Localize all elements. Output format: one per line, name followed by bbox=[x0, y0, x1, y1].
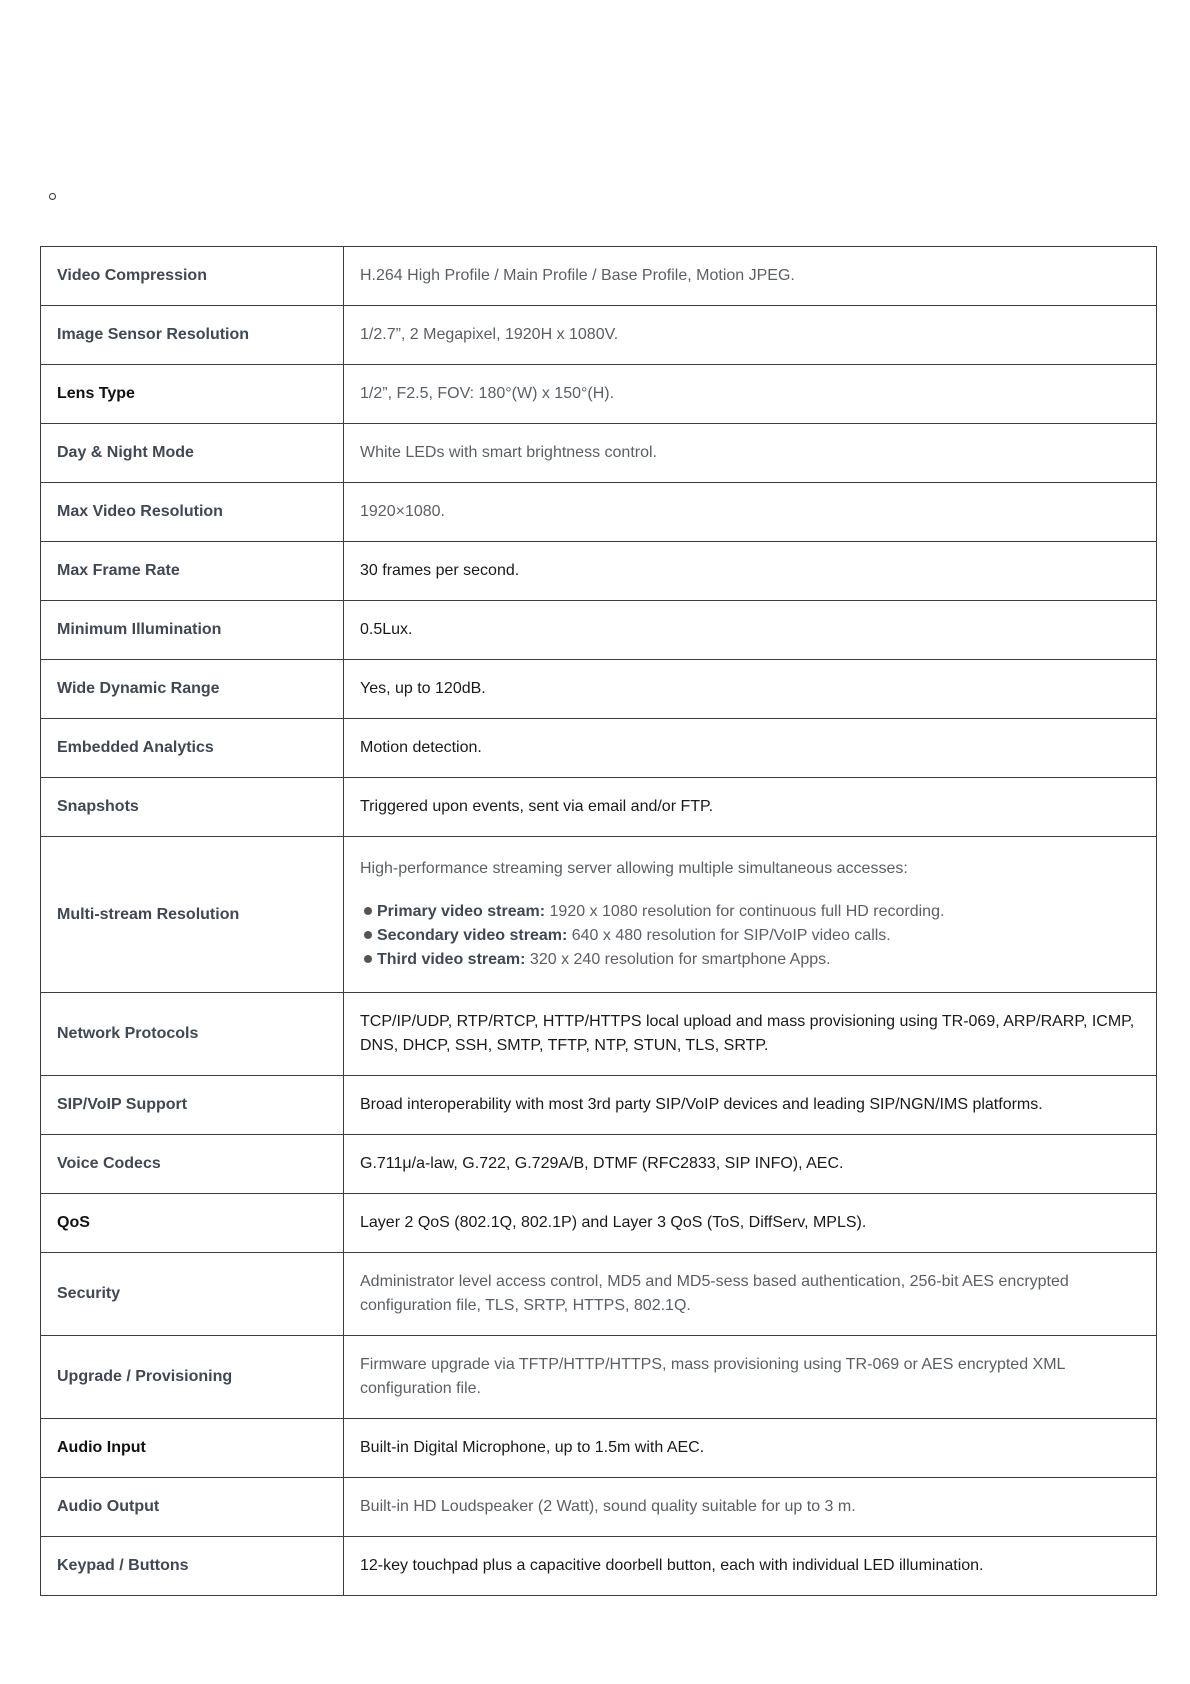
spec-value: Built-in Digital Microphone, up to 1.5m with AEC. bbox=[344, 1419, 1157, 1478]
spec-value: TCP/IP/UDP, RTP/RTCP, HTTP/HTTPS local upload and mass provisioning using TR-069, ARP/RARP, ICMP, DNS, DHCP, SSH, SMTP, TFTP, NTP, STUN, TLS, SRTP. bbox=[344, 993, 1157, 1076]
spec-label: SIP/VoIP Support bbox=[41, 1076, 344, 1135]
spec-label: Snapshots bbox=[41, 778, 344, 837]
spec-value: White LEDs with smart brightness control. bbox=[344, 424, 1157, 483]
table-row bbox=[41, 1135, 1157, 1194]
spec-label: Multi-stream Resolution bbox=[41, 837, 344, 993]
table-row bbox=[41, 660, 1157, 719]
table-row bbox=[41, 247, 1157, 306]
spec-label: Max Video Resolution bbox=[41, 483, 344, 542]
spec-label: Image Sensor Resolution bbox=[41, 306, 344, 365]
spec-value: Firmware upgrade via TFTP/HTTP/HTTPS, mass provisioning using TR-069 or AES encrypted XML configuration file. bbox=[344, 1336, 1157, 1419]
spec-label: Network Protocols bbox=[41, 993, 344, 1076]
table-row bbox=[41, 837, 1157, 993]
spec-value: 30 frames per second. bbox=[344, 542, 1157, 601]
spec-value: 1/2”, F2.5, FOV: 180°(W) x 150°(H). bbox=[344, 365, 1157, 424]
table-row bbox=[41, 365, 1157, 424]
table-row bbox=[41, 306, 1157, 365]
list-bullet-marker bbox=[49, 193, 56, 200]
table-row bbox=[41, 1076, 1157, 1135]
stream-desc: 640 x 480 resolution for SIP/VoIP video calls. bbox=[567, 927, 891, 944]
spec-value: 1920×1080. bbox=[344, 483, 1157, 542]
bullet-icon bbox=[364, 931, 372, 939]
spec-label: Day & Night Mode bbox=[41, 424, 344, 483]
table-row bbox=[41, 1253, 1157, 1336]
spec-value bbox=[344, 837, 1157, 993]
table-row bbox=[41, 719, 1157, 778]
table-row bbox=[41, 601, 1157, 660]
stream-list bbox=[360, 900, 1140, 972]
stream-name: Secondary video stream: bbox=[377, 927, 568, 944]
spec-label: Minimum Illumination bbox=[41, 601, 344, 660]
spec-label: Max Frame Rate bbox=[41, 542, 344, 601]
spec-value: Triggered upon events, sent via email and/or FTP. bbox=[344, 778, 1157, 837]
table-row bbox=[41, 424, 1157, 483]
spec-value: H.264 High Profile / Main Profile / Base Profile, Motion JPEG. bbox=[344, 247, 1157, 306]
spec-value: 12-key touchpad plus a capacitive doorbell button, each with individual LED illumination. bbox=[344, 1537, 1157, 1596]
spec-value: Yes, up to 120dB. bbox=[344, 660, 1157, 719]
spec-label: Voice Codecs bbox=[41, 1135, 344, 1194]
stream-desc: 320 x 240 resolution for smartphone Apps. bbox=[525, 951, 831, 968]
table-row bbox=[41, 1478, 1157, 1537]
table-row bbox=[41, 1336, 1157, 1419]
spec-value: G.711μ/a-law, G.722, G.729A/B, DTMF (RFC2833, SIP INFO), AEC. bbox=[344, 1135, 1157, 1194]
stream-name: Primary video stream: bbox=[377, 903, 546, 920]
spec-label: Embedded Analytics bbox=[41, 719, 344, 778]
table-row bbox=[41, 778, 1157, 837]
table-row bbox=[41, 483, 1157, 542]
spec-value: Broad interoperability with most 3rd party SIP/VoIP devices and leading SIP/NGN/IMS platforms. bbox=[344, 1076, 1157, 1135]
spec-label: Wide Dynamic Range bbox=[41, 660, 344, 719]
spec-label: Keypad / Buttons bbox=[41, 1537, 344, 1596]
spec-value: 0.5Lux. bbox=[344, 601, 1157, 660]
list-item bbox=[360, 924, 1140, 948]
spec-value: 1/2.7”, 2 Megapixel, 1920H x 1080V. bbox=[344, 306, 1157, 365]
table-row bbox=[41, 1537, 1157, 1596]
spec-label: Upgrade / Provisioning bbox=[41, 1336, 344, 1419]
bullet-icon bbox=[364, 955, 372, 963]
list-item bbox=[360, 948, 1140, 972]
table-row bbox=[41, 1419, 1157, 1478]
specifications-table bbox=[40, 246, 1157, 1596]
stream-intro: High-performance streaming server allowing multiple simultaneous accesses: bbox=[360, 860, 908, 877]
spec-value: Motion detection. bbox=[344, 719, 1157, 778]
list-item bbox=[360, 900, 1140, 924]
spec-label: Security bbox=[41, 1253, 344, 1336]
stream-name: Third video stream: bbox=[377, 951, 526, 968]
spec-value: Layer 2 QoS (802.1Q, 802.1P) and Layer 3 QoS (ToS, DiffServ, MPLS). bbox=[344, 1194, 1157, 1253]
spec-label: Audio Output bbox=[41, 1478, 344, 1537]
table-row bbox=[41, 1194, 1157, 1253]
bullet-icon bbox=[364, 907, 372, 915]
spec-label: Audio Input bbox=[41, 1419, 344, 1478]
spec-label: Lens Type bbox=[41, 365, 344, 424]
stream-desc: 1920 x 1080 resolution for continuous full HD recording. bbox=[545, 903, 945, 920]
spec-value: Administrator level access control, MD5 and MD5-sess based authentication, 256-bit AES encrypted configuration file, TLS, SRTP, HTTPS, 802.1Q. bbox=[344, 1253, 1157, 1336]
spec-value: Built-in HD Loudspeaker (2 Watt), sound quality suitable for up to 3 m. bbox=[344, 1478, 1157, 1537]
spec-label: Video Compression bbox=[41, 247, 344, 306]
table-row bbox=[41, 542, 1157, 601]
spec-label: QoS bbox=[41, 1194, 344, 1253]
table-row bbox=[41, 993, 1157, 1076]
